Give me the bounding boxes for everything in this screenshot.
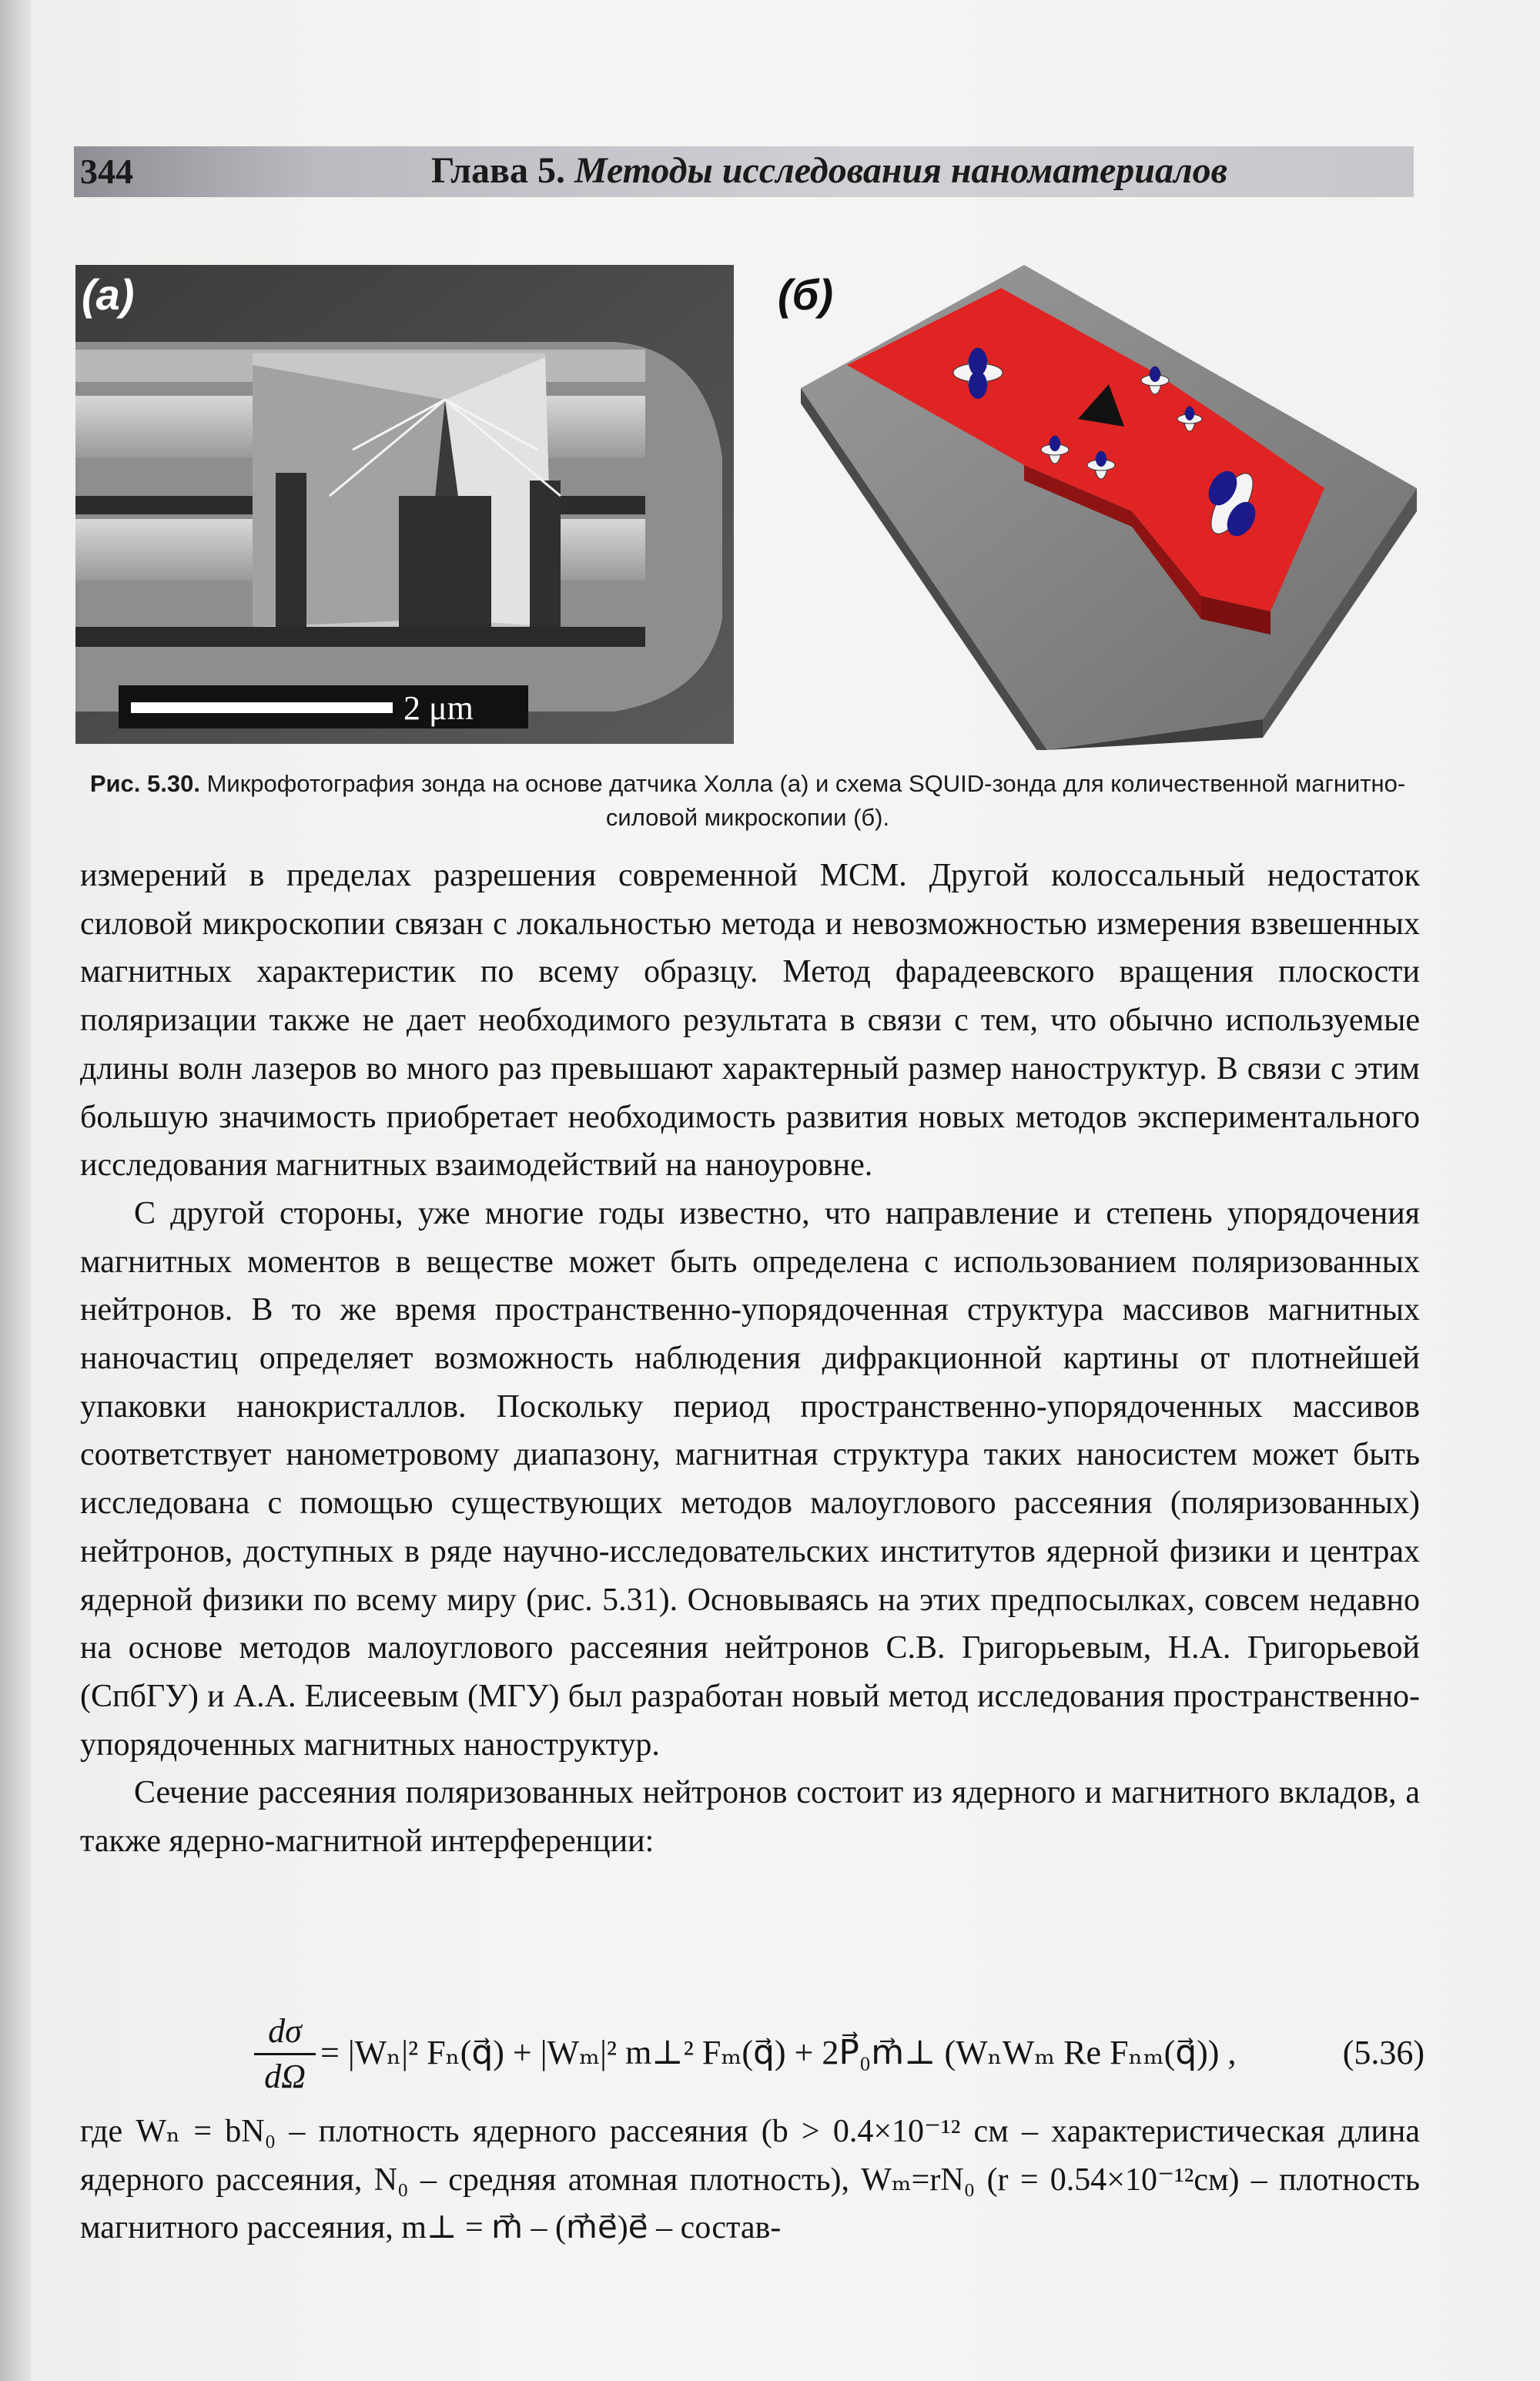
scale-bar	[119, 685, 528, 728]
hall-probe-image	[75, 265, 734, 744]
equation-5-36	[254, 2011, 1424, 2096]
equation-fraction	[254, 2011, 316, 2097]
fraction-bar	[254, 2053, 316, 2055]
chapter-prefix: Глава 5.	[431, 150, 565, 191]
figure-b-squid-schematic	[770, 257, 1424, 750]
equation-denominator: dΩ	[264, 2058, 306, 2095]
equation-rhs: = |Wₙ|² Fₙ(q⃗) + |Wₘ|² m⊥² Fₘ(q⃗) + 2P⃗₀m⃗⊥ (WₙWₘ Re Fₙₘ(q⃗)) ,	[320, 2034, 1237, 2071]
equation-number: (5.36)	[1342, 2034, 1424, 2071]
body-text-continued	[80, 2108, 1420, 2252]
running-header-title	[431, 149, 1227, 192]
figure-a-micrograph	[75, 265, 734, 744]
chapter-title: Методы исследования наноматериалов	[574, 150, 1228, 191]
figure-b-label: (б)	[778, 270, 833, 319]
body-text	[80, 852, 1420, 1866]
paragraph-2: С другой стороны, уже многие годы известно, что направление и степень упорядочения магнитных моментов в веществе может быть определена с использованием поляризованных нейтронов. В то же время пространственно-упорядоченная структура массивов магнитных наночастиц определяет возможность наблюдения дифракционной картины от плотнейшей упаковки нанокристаллов. Поскольку период пространственно-упорядоченных массивов соответствует нанометровому диапазону, магнитная структура таких наносистем может быть исследована с помощью существующих методов малоуглового рассеяния (поляризованных) нейтронов, доступных в ряде научно-исследовательских институтов ядерной физики и центрах ядерной физики по всему миру (рис. 5.31). Основываясь на этих предпосылках, совсем недавно на основе методов малоуглового рассеяния нейтронов С.В. Григорьевым, Н.А. Григорьевой (СпбГУ) и А.А. Елисеевым (МГУ) был разработан новый метод исследования пространственно-упорядоченных магнитных наноструктур.	[80, 1195, 1420, 1763]
figure-caption	[74, 767, 1421, 835]
caption-text: Микрофотография зонда на основе датчика Холла (а) и схема SQUID-зонда для количественной магнитно-силовой микроскопии (б).	[206, 770, 1406, 831]
figure-a-label: (а)	[82, 270, 135, 319]
paragraph-after-formula: где Wₙ = bN₀ – плотность ядерного рассеяния (b > 0.4×10⁻¹² см – характеристическая длина ядерного рассеяния, N₀ – средняя атомная плотность), Wₘ=rN₀ (r = 0.54×10⁻¹²см) – плотность магнитного рассеяния, m⊥ = m⃗ – (m⃗e⃗)e⃗ – состав-	[80, 2114, 1420, 2246]
scale-bar-text: 2 μm	[403, 689, 474, 727]
page-number: 344	[80, 152, 133, 191]
scale-bar-line	[131, 702, 393, 713]
paragraph-3: Сечение рассеяния поляризованных нейтронов состоит из ядерного и магнитного вкладов, а также ядерно-магнитной интерференции:	[80, 1775, 1420, 1860]
equation-numerator: dσ	[268, 2012, 302, 2050]
caption-prefix: Рис. 5.30.	[89, 770, 200, 797]
page-gutter-shadow	[0, 0, 31, 2381]
squid-probe-diagram	[770, 257, 1424, 750]
paragraph-1: измерений в пределах разрешения современной МСМ. Другой колоссальный недостаток силовой микроскопии связан с локальностью метода и невозможностью измерения взвешенных магнитных характеристик по всему образцу. Метод фарадеевского вращения плоскости поляризации также не дает необходимого результата в связи с тем, что обычно используемые длины волн лазеров во много раз превышают характерный размер наноструктур. В связи с этим большую значимость приобретает необходимость развития новых методов экспериментального исследования магнитных взаимодействий на наноуровне.	[80, 858, 1420, 1184]
